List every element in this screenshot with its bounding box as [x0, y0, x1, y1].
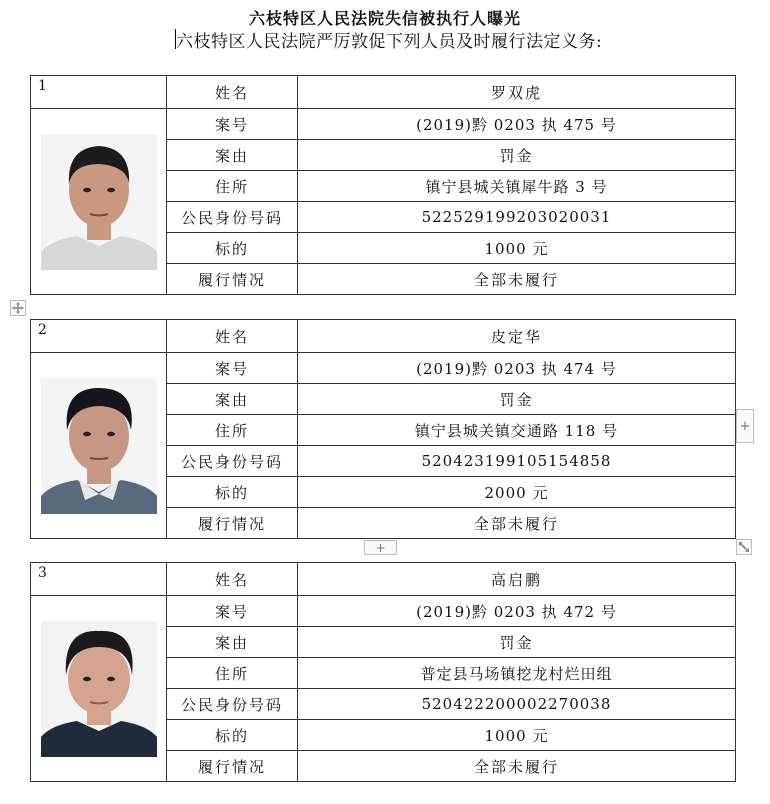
label-cause[interactable]: 案由 [167, 627, 298, 658]
value-cause[interactable]: 罚金 [298, 384, 736, 415]
table-row [31, 563, 736, 596]
label-target[interactable]: 标的 [167, 720, 298, 751]
add-column-button[interactable]: + [736, 409, 754, 443]
photo-cell[interactable] [31, 596, 167, 782]
left-eye [83, 431, 91, 435]
value-name[interactable]: 高启鹏 [298, 563, 736, 596]
portrait-photo [41, 621, 157, 757]
mouth [90, 458, 108, 459]
label-name[interactable]: 姓名 [167, 76, 298, 109]
photo-cell[interactable] [31, 109, 167, 295]
portrait-photo [41, 378, 157, 514]
value-cause[interactable]: 罚金 [298, 627, 736, 658]
record-index[interactable]: 3 [31, 563, 167, 596]
table-row [31, 596, 736, 627]
label-case-no[interactable]: 案号 [167, 353, 298, 384]
add-row-button[interactable]: + [364, 540, 397, 555]
value-status[interactable]: 全部未履行 [298, 751, 736, 782]
value-address[interactable]: 普定县马场镇挖龙村烂田组 [298, 658, 736, 689]
left-eye [83, 187, 91, 191]
value-case-no[interactable]: (2019)黔 0203 执 472 号 [298, 596, 736, 627]
right-eye [107, 187, 115, 191]
label-cause[interactable]: 案由 [167, 384, 298, 415]
table-move-handle[interactable] [10, 300, 26, 316]
record-table-1[interactable] [30, 75, 736, 295]
label-case-no[interactable]: 案号 [167, 596, 298, 627]
record-table-2[interactable] [30, 319, 736, 539]
table-row [31, 76, 736, 109]
value-status[interactable]: 全部未履行 [298, 508, 736, 539]
table-row [31, 320, 736, 353]
table-row [31, 109, 736, 140]
label-address[interactable]: 住所 [167, 658, 298, 689]
resize-icon [738, 541, 750, 553]
value-name[interactable]: 皮定华 [298, 320, 736, 353]
value-name[interactable]: 罗双虎 [298, 76, 736, 109]
document-title: 六枝特区人民法院失信被执行人曝光 [248, 9, 521, 28]
label-id-no[interactable]: 公民身份号码 [167, 446, 298, 477]
left-eye [83, 676, 91, 680]
value-target[interactable]: 1000 元 [298, 233, 736, 264]
label-id-no[interactable]: 公民身份号码 [167, 202, 298, 233]
label-target[interactable]: 标的 [167, 477, 298, 508]
value-id-no[interactable]: 520422200002270038 [298, 689, 736, 720]
value-status[interactable]: 全部未履行 [298, 264, 736, 295]
label-target[interactable]: 标的 [167, 233, 298, 264]
value-case-no[interactable]: (2019)黔 0203 执 474 号 [298, 353, 736, 384]
label-name[interactable]: 姓名 [167, 320, 298, 353]
label-name[interactable]: 姓名 [167, 563, 298, 596]
right-eye [107, 431, 115, 435]
record-index[interactable]: 1 [31, 76, 167, 109]
table-resize-handle[interactable] [736, 539, 752, 555]
record-table-3[interactable] [30, 562, 736, 782]
document-subtitle[interactable]: 六枝特区人民法院严厉敦促下列人员及时履行法定义务: [176, 32, 603, 52]
label-id-no[interactable]: 公民身份号码 [167, 689, 298, 720]
record-index[interactable]: 2 [31, 320, 167, 353]
label-cause[interactable]: 案由 [167, 140, 298, 171]
value-id-no[interactable]: 520423199105154858 [298, 446, 736, 477]
value-id-no[interactable]: 522529199203020031 [298, 202, 736, 233]
photo-cell[interactable] [31, 353, 167, 539]
value-address[interactable]: 镇宁县城关镇交通路 118 号 [298, 415, 736, 446]
label-status[interactable]: 履行情况 [167, 508, 298, 539]
value-target[interactable]: 2000 元 [298, 477, 736, 508]
right-eye [107, 676, 115, 680]
label-status[interactable]: 履行情况 [167, 751, 298, 782]
portrait-photo [41, 134, 157, 270]
label-status[interactable]: 履行情况 [167, 264, 298, 295]
label-address[interactable]: 住所 [167, 415, 298, 446]
label-address[interactable]: 住所 [167, 171, 298, 202]
value-cause[interactable]: 罚金 [298, 140, 736, 171]
value-case-no[interactable]: (2019)黔 0203 执 475 号 [298, 109, 736, 140]
label-case-no[interactable]: 案号 [167, 109, 298, 140]
move-icon [12, 302, 24, 314]
table-row [31, 353, 736, 384]
value-target[interactable]: 1000 元 [298, 720, 736, 751]
value-address[interactable]: 镇宁县城关镇犀牛路 3 号 [298, 171, 736, 202]
